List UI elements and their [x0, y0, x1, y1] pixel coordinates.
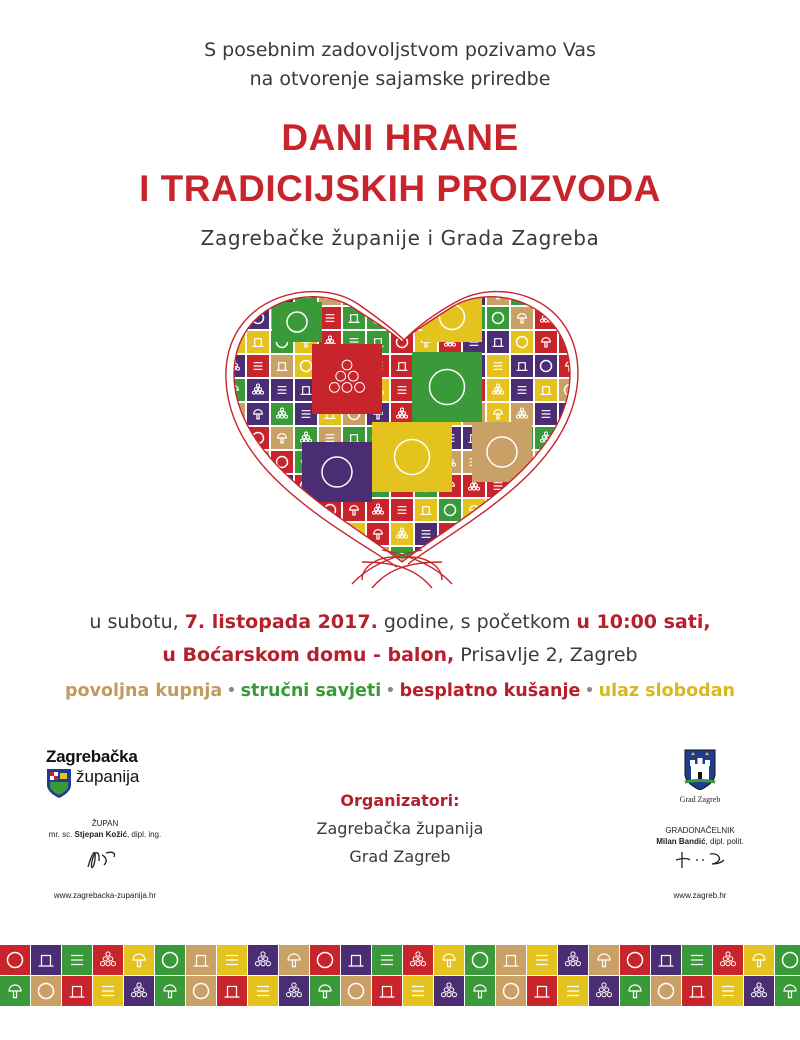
zupan-role: ŽUPAN	[91, 819, 119, 828]
event-subtitle: Zagrebačke županije i Grada Zagreba	[200, 226, 600, 250]
event-date: 7. listopada 2017.	[184, 611, 378, 633]
decorative-mosaic-border	[0, 945, 800, 1007]
taglines: povoljna kupnja • stručni savjeti • besplatno kušanje • ulaz slobodan	[65, 681, 735, 701]
event-title	[0, 112, 800, 214]
start-text: godine, s početkom	[377, 611, 577, 633]
tagline-2: stručni savjeti	[240, 681, 382, 701]
gradonacelnik-person	[630, 836, 770, 847]
zupanija-website-link[interactable]: www.zagrebacka-zupanija.hr	[53, 891, 157, 900]
organizer-1: Zagrebačka županija	[316, 819, 484, 838]
event-details-line-2	[0, 639, 800, 672]
zupan-degree: , dipl. ing.	[126, 830, 162, 839]
intro-text	[0, 36, 800, 94]
tagline-4: ulaz slobodan	[598, 681, 735, 701]
title-line-2: I TRADICIJSKIH PROIZVODA	[139, 168, 661, 209]
organizer-2: Grad Zagreb	[349, 847, 451, 866]
gradonacelnik-role: GRADONAČELNIK	[665, 826, 735, 835]
event-details-line-1	[0, 606, 800, 639]
gradonacelnik-block	[630, 825, 770, 847]
intro-line-1: S posebnim zadovoljstvom pozivamo Vas	[204, 39, 596, 61]
event-venue: u Boćarskom domu - balon,	[162, 644, 455, 666]
tagline-3: besplatno kušanje	[399, 681, 581, 701]
zupan-name: Stjepan Kožić	[74, 830, 127, 839]
gradonacelnik-signature-image	[672, 848, 732, 872]
grad-zagreb-coat-of-arms-icon	[640, 748, 760, 790]
zupan-title: mr. sc.	[48, 830, 75, 839]
grad-zagreb-logo-text: Grad Zagreb	[679, 795, 721, 804]
intro-line-2: na otvorenje sajamske priredbe	[249, 68, 551, 90]
event-address: Prisavlje 2, Zagreb	[454, 644, 638, 666]
gradonacelnik-degree: , dipl. polit.	[705, 837, 744, 846]
tagline-1: povoljna kupnja	[65, 681, 223, 701]
zagrebacka-zupanija-logo	[46, 747, 206, 786]
weekday-text: u subotu,	[89, 611, 185, 633]
logo-name-line-2: županija	[76, 767, 140, 786]
event-details	[0, 606, 800, 672]
zagreb-website-link[interactable]: www.zagreb.hr	[673, 891, 727, 900]
gradonacelnik-name: Milan Bandić	[656, 837, 706, 846]
organizers-heading: Organizatori:	[340, 791, 460, 810]
title-line-1: DANI HRANE	[281, 117, 519, 158]
event-time: u 10:00 sati,	[576, 611, 711, 633]
logo-name-line-1: Zagrebačka	[46, 747, 138, 766]
heart-mosaic-illustration	[212, 262, 592, 592]
